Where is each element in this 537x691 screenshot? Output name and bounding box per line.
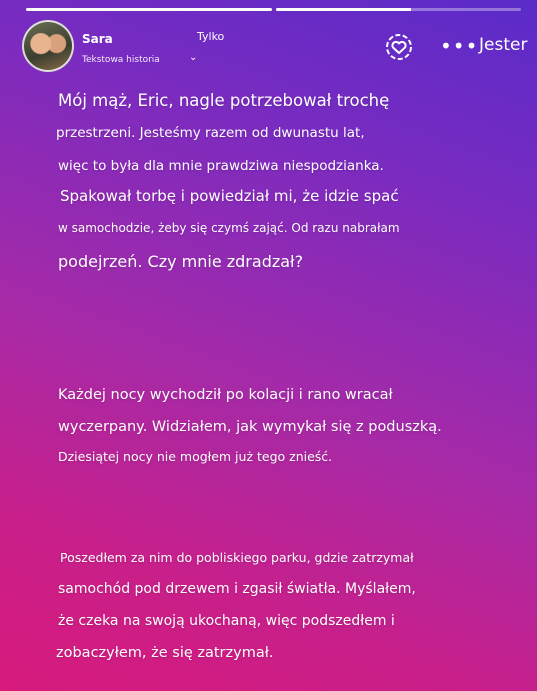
text-line: zobaczyłem, że się zatrzymał.	[56, 645, 274, 661]
text-line: Mój mąż, Eric, nagle potrzebował trochę	[58, 91, 390, 110]
author-name[interactable]: Sara	[82, 32, 113, 46]
text-line: Poszedłem za nim do pobliskiego parku, gdzie zatrzymał	[60, 550, 414, 565]
text-line: że czeka na swoją ukochaną, więc podszedłem i	[58, 613, 395, 629]
text-line: samochód pod drzewem i zgasił światła. Myślałem,	[58, 581, 416, 597]
story-type-label: Tekstowa historia	[82, 55, 160, 65]
more-options-text: Jester	[479, 35, 528, 55]
text-line: więc to była dla mnie prawdziwa niespodzianka.	[58, 158, 384, 174]
text-line: w samochodzie, żeby się czymś zająć. Od razu nabrałam	[58, 221, 400, 235]
text-line: przestrzeni. Jesteśmy razem od dwunastu lat,	[56, 125, 365, 141]
text-line: podejrzeń. Czy mnie zdradzał?	[58, 252, 304, 271]
text-line: wyczerpany. Widziałem, jak wymykał się z poduszką.	[58, 419, 442, 435]
progress-segment	[26, 8, 272, 11]
paragraph-3	[52, 548, 522, 670]
audience-label[interactable]: Tylko	[197, 30, 225, 43]
text-line: Spakował torbę i powiedział mi, że idzie spać	[60, 187, 399, 205]
chevron-down-icon[interactable]: ⌄	[189, 52, 198, 63]
story-header	[22, 20, 537, 80]
progress-segment	[276, 8, 522, 11]
text-line: Dziesiątej nocy nie mogłem już tego znieść.	[58, 449, 333, 464]
paragraph-2	[52, 384, 522, 473]
more-options-icon[interactable]: •••	[440, 34, 479, 58]
avatar[interactable]	[22, 20, 74, 72]
paragraph-1	[52, 90, 522, 279]
story-progress	[26, 8, 521, 11]
text-line: Każdej nocy wychodził po kolacji i rano wracał	[58, 387, 393, 403]
heart-sticker-icon[interactable]	[384, 32, 414, 62]
